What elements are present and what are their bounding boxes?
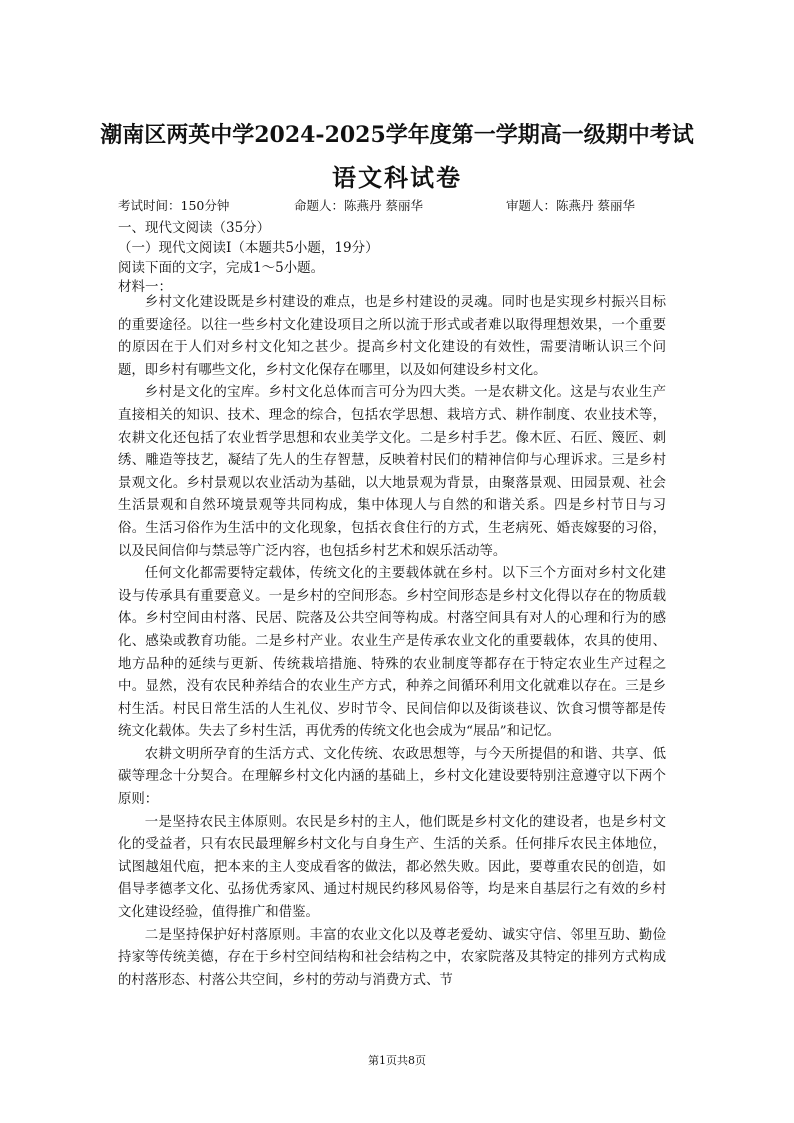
passage-paragraph: 二是坚持保护好村落原则。丰富的农业文化以及尊老爱幼、诚实守信、邻里互助、勤俭持家等传统美德，存在于乡村空间结构和社会结构之中，农家院落及其特定的排列方式构成的村落形态、村落公共空间，乡村的劳动与消费方式、节 xyxy=(118,927,666,988)
passage-paragraph: 乡村文化建设既是乡村建设的难点，也是乡村建设的灵魂。同时也是实现乡村振兴目标的重要途径。以往一些乡村文化建设项目之所以流于形式或者难以取得理想效果，一个重要的原因在于人们对乡村文化知之甚少。提高乡村文化建设的有效性，需要清晰认识三个问题，即乡村有哪些文化，乡村文化保存在哪里，以及如何建设乡村文化。 xyxy=(118,295,666,378)
passage-paragraph: 任何文化都需要特定载体，传统文化的主要载体就在乡村。以下三个方面对乡村文化建设与传承具有重要意义。一是乡村的空间形态。乡村空间形态是乡村文化得以存在的物质载体。乡村空间由村落、民居、院落及公共空间等构成。村落空间具有对人的心理和行为的感化、感染或教育功能。二是乡村产业。农业生产是传承农业文化的重要载体，农具的使用、地方品种的延续与更新、传统栽培措施、特殊的农业制度等都存在于特定农业生产过程之中。显然，没有农民种养结合的农业生产方式，种养之间循环利用文化就难以存在。三是乡村生活。村民日常生活的人生礼仪、岁时节令、民间信仰以及街谈巷议、饮食习惯等都是传统文化载体。失去了乡村生活，再优秀的传统文化也会成为“展品”和记忆。 xyxy=(118,566,666,740)
exam-time: 考试时间：150分钟 xyxy=(118,198,230,213)
exam-subtitle: 语文科试卷 xyxy=(332,163,462,192)
exam-setter: 命题人：陈燕丹 蔡丽华 xyxy=(294,198,423,213)
exam-reviewer: 审题人：陈燕丹 蔡丽华 xyxy=(506,198,635,213)
page-number: 第1页共8页 xyxy=(368,1054,426,1067)
passage-paragraph: 一是坚持农民主体原则。农民是乡村的主人，他们既是乡村文化的建设者，也是乡村文化的受益者，只有农民最理解乡村文化与自身生产、生活的关系。任何排斥农民主体地位，试图越俎代庖，把本来的主人变成看客的做法，都必然失败。因此，要尊重农民的创造，如倡导孝德孝文化、弘扬优秀家风、通过村规民约移风易俗等，均是来自基层行之有效的乡村文化建设经验，值得推广和借鉴。 xyxy=(118,814,666,921)
reading-passage xyxy=(118,292,666,992)
material-label: 材料一： xyxy=(118,279,172,295)
subsection-heading: （一）现代文阅读Ⅰ（本题共5小题，19分） xyxy=(118,240,379,256)
reading-instruction: 阅读下面的文字，完成1～5小题。 xyxy=(118,260,325,276)
exam-title: 潮南区两英中学2024-2025学年度第一学期高一级期中考试 xyxy=(100,122,694,148)
passage-paragraph: 乡村是文化的宝库。乡村文化总体而言可分为四大类。一是农耕文化。这是与农业生产直接相关的知识、技术、理念的综合，包括农学思想、栽培方式、耕作制度、农业技术等，农耕文化还包括了农业哲学思想和农业美学文化。二是乡村手艺。像木匠、石匠、篾匠、刺绣、雕造等技艺，凝结了先人的生存智慧，反映着村民们的精神信仰与心理诉求。三是乡村景观文化。乡村景观以农业活动为基础，以大地景观为背景，由聚落景观、田园景观、社会生活景观和自然环境景观等共同构成，集中体现人与自然的和谐关系。四是乡村节日与习俗。生活习俗作为生活中的文化现象，包括衣食住行的方式，生老病死、婚丧嫁娶的习俗，以及民间信仰与禁忌等广泛内容，也包括乡村艺术和娱乐活动等。 xyxy=(118,385,666,559)
passage-paragraph: 农耕文明所孕育的生活方式、文化传统、农政思想等，与今天所提倡的和谐、共享、低碳等理念十分契合。在理解乡村文化内涵的基础上，乡村文化建设要特别注意遵守以下两个原则： xyxy=(118,746,666,808)
section-heading: 一、现代文阅读（35分） xyxy=(118,220,271,236)
